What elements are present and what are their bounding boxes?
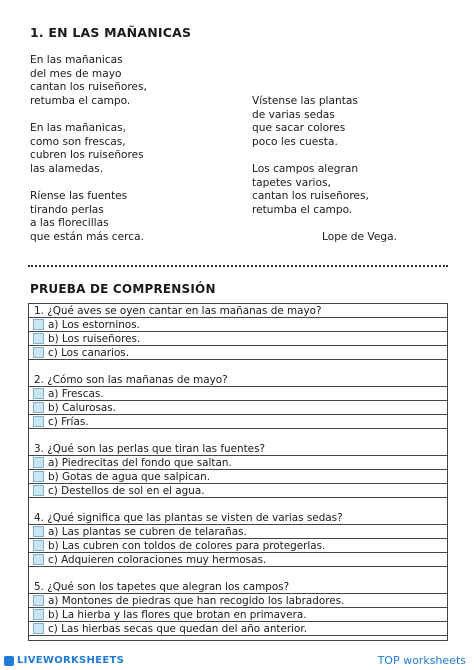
question-text: 2. ¿Cómo son las mañanas de mayo? xyxy=(29,373,447,387)
answer-checkbox[interactable] xyxy=(33,388,44,399)
answer-checkbox[interactable] xyxy=(33,554,44,565)
answer-option-label: b) Los ruiseñores. xyxy=(48,332,141,345)
poem-line: a las florecillas xyxy=(30,217,109,230)
answer-option[interactable] xyxy=(29,415,447,429)
poem-line: las alamedas. xyxy=(30,162,104,175)
answer-option[interactable] xyxy=(29,525,447,539)
answer-checkbox[interactable] xyxy=(33,402,44,413)
answer-option[interactable] xyxy=(29,594,447,608)
answer-option-label: b) La hierba y las flores que brotan en primavera. xyxy=(48,608,307,621)
answer-checkbox[interactable] xyxy=(33,609,44,620)
questions-box xyxy=(28,303,448,641)
answer-option[interactable] xyxy=(29,456,447,470)
answer-option[interactable] xyxy=(29,484,447,498)
question-block xyxy=(29,373,447,429)
answer-option[interactable] xyxy=(29,608,447,622)
poem-line: cubren los ruiseñores xyxy=(30,149,144,162)
poem-line: tapetes varios, xyxy=(252,176,331,189)
answer-option-label: a) Montones de piedras que han recogido los labradores. xyxy=(48,594,345,607)
answer-checkbox[interactable] xyxy=(33,526,44,537)
poem-left-column xyxy=(30,54,147,258)
answer-option[interactable] xyxy=(29,539,447,553)
poem-line: como son frescas, xyxy=(30,135,126,148)
question-block xyxy=(29,580,447,636)
liveworksheets-logo[interactable] xyxy=(4,655,124,666)
answer-checkbox[interactable] xyxy=(33,623,44,634)
answer-checkbox[interactable] xyxy=(33,471,44,482)
poem-line: En las mañanicas, xyxy=(30,121,126,134)
liveworksheets-logo-text: LIVEWORKSHEETS xyxy=(17,655,125,666)
worksheet-title: 1. EN LAS MAÑANICAS xyxy=(30,25,192,40)
answer-option[interactable] xyxy=(29,318,447,332)
answer-option[interactable] xyxy=(29,332,447,346)
poem-stanza xyxy=(252,95,369,149)
answer-option-label: b) Las cubren con toldos de colores para protegerlas. xyxy=(48,539,326,552)
question-block xyxy=(29,304,447,360)
answer-option[interactable] xyxy=(29,553,447,567)
poem-line: que están más cerca. xyxy=(30,230,144,243)
answer-checkbox[interactable] xyxy=(33,595,44,606)
poem-stanza xyxy=(252,163,369,217)
question-block xyxy=(29,511,447,567)
poem-stanza xyxy=(30,54,147,108)
answer-option-label: c) Las hierbas secas que quedan del año anterior. xyxy=(48,622,308,635)
answer-checkbox[interactable] xyxy=(33,319,44,330)
answer-option-label: a) Las plantas se cubren de telarañas. xyxy=(48,525,247,538)
question-text: 5. ¿Qué son los tapetes que alegran los campos? xyxy=(29,580,447,594)
poem-stanza xyxy=(30,190,147,244)
poem-line: Los campos alegran xyxy=(252,162,359,175)
answer-checkbox[interactable] xyxy=(33,416,44,427)
poem-line: cantan los ruiseñores, xyxy=(252,190,369,203)
poem-line: poco les cuesta. xyxy=(252,135,338,148)
poem-right-column xyxy=(252,95,369,231)
footer xyxy=(0,652,474,670)
top-worksheets-logo[interactable]: TOP worksheets xyxy=(377,654,466,667)
answer-option-label: a) Frescas. xyxy=(48,387,104,400)
answer-option[interactable] xyxy=(29,387,447,401)
answer-checkbox[interactable] xyxy=(33,485,44,496)
answer-option[interactable] xyxy=(29,622,447,636)
question-text: 3. ¿Qué son las perlas que tiran las fuentes? xyxy=(29,442,447,456)
poem-line: retumba el campo. xyxy=(252,203,353,216)
answer-checkbox[interactable] xyxy=(33,333,44,344)
answer-option[interactable] xyxy=(29,401,447,415)
dotted-divider xyxy=(28,265,448,267)
section-subtitle: PRUEBA DE COMPRENSIÓN xyxy=(30,282,216,296)
answer-option-label: c) Destellos de sol en el agua. xyxy=(48,484,205,497)
answer-option-label: a) Piedrecitas del fondo que saltan. xyxy=(48,456,232,469)
poem-line: Vístense las plantas xyxy=(252,95,358,107)
poem-line: que sacar colores xyxy=(252,122,346,135)
poem-line: cantan los ruiseñores, xyxy=(30,81,147,94)
poem-line: Ríense las fuentes xyxy=(30,189,128,202)
answer-option-label: c) Adquieren coloraciones muy hermosas. xyxy=(48,553,267,566)
poem-line: retumba el campo. xyxy=(30,94,131,107)
answer-option-label: b) Calurosas. xyxy=(48,401,116,414)
answer-checkbox[interactable] xyxy=(33,540,44,551)
question-text: 1. ¿Qué aves se oyen cantar en las mañanas de mayo? xyxy=(29,304,447,318)
answer-option-label: c) Frías. xyxy=(48,415,89,428)
answer-option-label: c) Los canarios. xyxy=(48,346,130,359)
answer-option-label: b) Gotas de agua que salpican. xyxy=(48,470,211,483)
answer-option-label: a) Los estorninos. xyxy=(48,318,140,331)
poem-line: de varias sedas xyxy=(252,108,335,121)
poem-author: Lope de Vega. xyxy=(322,231,397,243)
question-text: 4. ¿Qué significa que las plantas se visten de varias sedas? xyxy=(29,511,447,525)
answer-option[interactable] xyxy=(29,470,447,484)
question-block xyxy=(29,442,447,498)
poem-stanza xyxy=(30,122,147,176)
poem-line: En las mañanicas xyxy=(30,54,123,66)
poem-line: tirando perlas xyxy=(30,203,104,216)
answer-option[interactable] xyxy=(29,346,447,360)
liveworksheets-icon xyxy=(4,656,14,666)
poem-line: del mes de mayo xyxy=(30,67,122,80)
answer-checkbox[interactable] xyxy=(33,457,44,468)
answer-checkbox[interactable] xyxy=(33,347,44,358)
